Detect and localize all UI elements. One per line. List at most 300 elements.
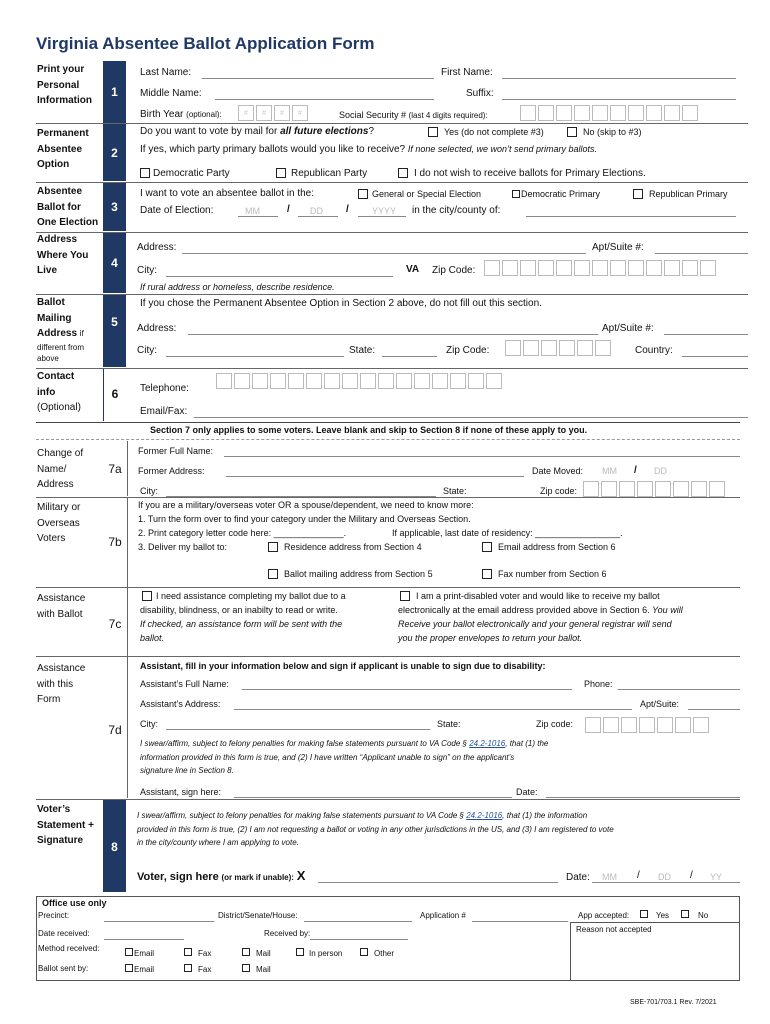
label-line: Option <box>37 159 70 170</box>
section-7c-number: 7c <box>108 617 122 631</box>
last-name-label: Last Name: <box>140 67 192 78</box>
digit-box[interactable] <box>610 260 626 276</box>
print-disabled-text-1: I am a print-disabled voter and would like to receive my ballot <box>416 591 660 601</box>
method-in-person-label: In person <box>309 949 343 958</box>
label-line: Information <box>37 95 92 106</box>
permanent-note: If you chose the Permanent Absentee Option in Section 2 above, do not fill out this section. <box>140 298 542 309</box>
digit-box[interactable] <box>700 260 716 276</box>
mailing-state-input[interactable] <box>382 356 437 357</box>
digit-box[interactable] <box>486 373 502 389</box>
assistance-text-4: ballot. <box>140 633 165 643</box>
text-part: electronically at the email address provided above in Section 6. <box>398 605 650 615</box>
sign-text: Voter, sign here <box>137 871 219 883</box>
democratic-primary-checkbox[interactable] <box>512 190 520 198</box>
telephone-boxes[interactable] <box>216 373 504 389</box>
suffix-input[interactable] <box>502 99 736 100</box>
digit-box[interactable] <box>595 340 611 356</box>
election-year-input[interactable] <box>358 216 406 217</box>
election-day-input[interactable] <box>298 216 338 217</box>
election-month-input[interactable] <box>238 216 278 217</box>
section-1-label <box>37 62 92 109</box>
section-7b-label <box>37 500 80 547</box>
form-number: SBE-701/703.1 Rev. 7/2021 <box>630 999 717 1006</box>
voter-oath-1 <box>137 811 587 820</box>
voter-oath-3: in the city/county where I am applying to vote. <box>137 838 299 847</box>
general-election-label: General or Special Election <box>372 189 482 199</box>
mm-placeholder: MM <box>245 206 260 216</box>
section-3-number <box>103 183 126 231</box>
sent-fax-label: Fax <box>198 965 212 974</box>
label-line: Contact <box>37 371 75 382</box>
method-in-person-checkbox[interactable] <box>296 948 304 956</box>
mm-placeholder: MM <box>602 466 617 476</box>
slash: / <box>634 465 637 476</box>
assistant-apt-label: Apt/Suite: <box>640 699 680 709</box>
digit-box[interactable] <box>601 481 617 497</box>
divider <box>36 497 740 498</box>
country-input[interactable] <box>682 356 748 357</box>
digit-box[interactable] <box>577 340 593 356</box>
method-fax-label: Fax <box>198 949 212 958</box>
digit-box[interactable]: # <box>274 105 290 121</box>
birth-year-boxes[interactable] <box>238 105 310 121</box>
label-line: Absentee <box>37 143 83 155</box>
telephone-label: Telephone: <box>140 383 189 394</box>
divider <box>36 232 748 233</box>
label-small: above <box>37 353 59 363</box>
received-by-input[interactable] <box>310 939 408 940</box>
label-line: Personal <box>37 79 80 91</box>
digit-box[interactable]: # <box>292 105 308 121</box>
digit-box[interactable] <box>559 340 575 356</box>
label-line: Assistance <box>37 593 86 604</box>
assistant-signature-input[interactable] <box>234 797 512 798</box>
ssn-boxes[interactable] <box>520 105 700 121</box>
method-email-checkbox[interactable] <box>125 948 133 956</box>
section-number: 3 <box>111 200 118 214</box>
label-line: Voter’s <box>37 804 71 815</box>
military-step-1: 1. Turn the form over to find your category under the Military and Overseas Section. <box>138 514 471 524</box>
oath-text: I swear/affirm, subject to felony penalties for making false statements pursuant to VA Code § <box>137 811 464 820</box>
digit-box[interactable] <box>628 260 644 276</box>
digit-box[interactable] <box>556 105 572 121</box>
yy-placeholder: YY <box>710 872 723 882</box>
method-mail-checkbox[interactable] <box>242 948 250 956</box>
digit-box[interactable] <box>520 105 536 121</box>
voter-date-label: Date: <box>566 872 590 883</box>
accepted-no-checkbox[interactable] <box>681 910 689 918</box>
section-7-header: Section 7 only applies to some voters. Leave blank and skip to Section 8 if none of these apply to you. <box>150 425 588 435</box>
digit-box[interactable] <box>538 105 554 121</box>
precinct-input[interactable] <box>104 921 214 922</box>
digit-box[interactable] <box>583 481 599 497</box>
digit-box[interactable] <box>621 717 637 733</box>
label-line: Address <box>37 234 78 245</box>
city-county-input[interactable] <box>526 216 736 217</box>
digit-box[interactable] <box>342 373 358 389</box>
digit-box[interactable] <box>306 373 322 389</box>
email-fax-label: Email/Fax: <box>140 406 188 417</box>
label-line: with this <box>37 678 74 690</box>
digit-box[interactable] <box>675 717 691 733</box>
section-7c-label <box>37 591 85 622</box>
section-8-label <box>37 802 94 849</box>
label-line: Name/ <box>37 463 67 475</box>
former-address-label: Former Address: <box>138 466 205 476</box>
divider <box>36 422 740 423</box>
method-fax-checkbox[interactable] <box>184 948 192 956</box>
application-label: Application # <box>420 911 466 920</box>
residence-address-checkbox[interactable] <box>268 542 278 552</box>
accepted-no-label: No <box>698 911 709 920</box>
apt-input[interactable] <box>655 253 748 254</box>
print-disabled-text-4: you the proper envelopes to return your ballot. <box>398 633 583 643</box>
republican-party-label: Republican Party <box>291 168 368 179</box>
label-line <box>37 326 84 342</box>
section-4-label <box>37 232 88 279</box>
want-label: I want to vote an absentee ballot in the: <box>140 188 315 199</box>
ssn-text: Social Security # <box>339 110 407 120</box>
method-other-label: Other <box>374 949 395 958</box>
digit-box[interactable] <box>585 717 601 733</box>
section-2-number <box>103 124 126 181</box>
label-line: Print your <box>37 64 85 75</box>
sent-by-label: Ballot sent by: <box>38 964 89 973</box>
digit-box[interactable] <box>664 105 680 121</box>
assistance-checkbox[interactable] <box>142 591 152 601</box>
digit-box[interactable] <box>541 340 557 356</box>
digit-box[interactable] <box>414 373 430 389</box>
assistant-phone-input[interactable] <box>618 689 740 690</box>
section-1-number <box>103 61 126 123</box>
optional-note: (optional): <box>186 110 222 119</box>
digit-box[interactable] <box>468 373 484 389</box>
assistant-phone-label: Phone: <box>584 679 613 689</box>
label-line: info <box>37 386 56 398</box>
digit-box[interactable] <box>523 340 539 356</box>
label-line: Military or <box>37 502 81 513</box>
zip-label: Zip Code: <box>432 265 476 276</box>
sent-fax-checkbox[interactable] <box>184 964 192 972</box>
divider <box>127 498 128 587</box>
digit-box[interactable] <box>693 717 709 733</box>
x-mark: X <box>296 868 306 883</box>
district-input[interactable] <box>304 921 412 922</box>
digit-box[interactable] <box>610 105 626 121</box>
question-emphasis: all future elections <box>280 126 369 137</box>
va-code-link[interactable]: 24.2-1016 <box>466 811 503 820</box>
label-line: with Ballot <box>37 608 83 620</box>
yyyy-placeholder: YYYY <box>372 206 397 216</box>
assistant-sign-label: Assistant, sign here: <box>140 787 222 797</box>
assistant-oath-2: information provided in this form is true, and (2) I have written “Applicant unable to sign” on the applicant’s <box>140 753 515 762</box>
digit-box[interactable] <box>657 717 673 733</box>
digit-box[interactable] <box>639 717 655 733</box>
email-fax-input[interactable] <box>194 417 748 418</box>
date-received-input[interactable] <box>104 939 184 940</box>
office-use-title: Office use only <box>42 898 107 908</box>
section-6-number <box>103 369 126 421</box>
oath-text: , that (1) the information <box>502 811 588 820</box>
sent-mail-checkbox[interactable] <box>242 964 250 972</box>
sent-mail-label: Mail <box>256 965 271 974</box>
digit-box[interactable] <box>484 260 500 276</box>
former-state-label: State: <box>443 486 467 496</box>
assistant-oath-3: signature line in Section 8. <box>140 766 234 775</box>
no-checkbox[interactable] <box>567 127 577 137</box>
digit-box[interactable] <box>646 260 662 276</box>
mailing-address-label: Address: <box>137 323 177 334</box>
digit-box[interactable] <box>502 260 518 276</box>
mm-placeholder: MM <box>602 872 617 882</box>
voter-oath-2: provided in this form is true, (2) I am not requesting a ballot or voting in any other jurisdictions in the US, and (3) I am registered to vote <box>137 825 614 834</box>
digit-box[interactable] <box>592 260 608 276</box>
sign-note: (or mark if unable): <box>221 873 294 882</box>
section-5-label <box>37 295 84 364</box>
label-line: Form <box>37 694 61 705</box>
divider <box>36 587 740 588</box>
digit-box[interactable] <box>378 373 394 389</box>
digit-box[interactable] <box>538 260 554 276</box>
slash: / <box>637 870 640 881</box>
no-primary-checkbox[interactable] <box>398 168 408 178</box>
digit-box[interactable] <box>682 105 698 121</box>
label-line: Signature <box>37 835 84 846</box>
section-number: 2 <box>111 146 118 160</box>
suffix-label: Suffix: <box>466 88 494 99</box>
date-received-label: Date received: <box>38 929 90 938</box>
mailing-city-label: City: <box>137 345 157 356</box>
assistant-date-input[interactable] <box>546 797 740 798</box>
republican-primary-label: Republican Primary <box>649 189 728 199</box>
slash: / <box>287 204 290 215</box>
assistant-state-label: State: <box>437 719 461 729</box>
label-line: (Optional) <box>37 402 81 413</box>
section-7d-label <box>37 661 85 708</box>
label-line: Overseas <box>37 517 80 529</box>
method-mail-label: Mail <box>256 949 271 958</box>
section-4-number <box>103 233 126 293</box>
section-6-label <box>37 369 81 416</box>
voter-signature-input[interactable] <box>318 882 558 883</box>
dashed-divider <box>36 439 740 440</box>
slash: / <box>690 870 693 881</box>
assistant-address-label: Assistant’s Address: <box>140 699 221 709</box>
va-code-link[interactable]: 24.2-1016 <box>469 739 506 748</box>
mailing-address-input[interactable] <box>188 334 598 335</box>
mailing-apt-input[interactable] <box>664 334 748 335</box>
section-7a-number: 7a <box>108 462 122 476</box>
digit-box[interactable] <box>691 481 707 497</box>
district-label: District/Senate/House: <box>218 911 298 920</box>
digit-box[interactable] <box>252 373 268 389</box>
digit-box[interactable] <box>360 373 376 389</box>
section-number: 4 <box>111 256 118 270</box>
digit-box[interactable] <box>709 481 725 497</box>
voter-sign-label <box>137 868 305 883</box>
no-label: No (skip to #3) <box>583 127 642 137</box>
former-name-input[interactable] <box>224 456 740 457</box>
democratic-party-label: Democratic Party <box>153 168 230 179</box>
section-5-number <box>103 295 126 367</box>
republican-party-checkbox[interactable] <box>276 168 286 178</box>
assistance-text-1: I need assistance completing my ballot due to a <box>156 591 346 601</box>
digit-box[interactable] <box>234 373 250 389</box>
military-step-2: 2. Print category letter code here: ______________. <box>138 528 347 538</box>
sent-email-checkbox[interactable] <box>125 964 133 972</box>
assistance-text-3: If checked, an assistance form will be sent with the <box>140 619 343 629</box>
fax-number-checkbox[interactable] <box>482 569 492 579</box>
digit-box[interactable] <box>520 260 536 276</box>
mailing-address-checkbox[interactable] <box>268 569 278 579</box>
oath-text: , that (1) the <box>505 739 549 748</box>
email-address-checkbox[interactable] <box>482 542 492 552</box>
section-7d-number: 7d <box>108 723 122 737</box>
assistant-zip-label: Zip code: <box>536 719 574 729</box>
assistant-apt-input[interactable] <box>688 709 740 710</box>
democratic-primary-label: Democratic Primary <box>521 189 601 199</box>
divider <box>127 588 128 656</box>
address-input[interactable] <box>182 253 586 254</box>
section-8-number <box>103 800 126 892</box>
digit-box[interactable] <box>592 105 608 121</box>
question-mark: ? <box>368 126 374 137</box>
digit-box[interactable] <box>450 373 466 389</box>
digit-box[interactable] <box>324 373 340 389</box>
birth-year-text: Birth Year <box>140 109 184 120</box>
assistant-zip-boxes[interactable] <box>585 717 711 733</box>
digit-box[interactable] <box>216 373 232 389</box>
former-zip-label: Zip code: <box>540 486 578 496</box>
residence-address-label: Residence address from Section 4 <box>284 542 422 552</box>
section-7a-label <box>37 446 83 493</box>
label-line: Mailing <box>37 312 72 324</box>
mailing-zip-label: Zip Code: <box>446 345 490 356</box>
dd-placeholder: DD <box>654 466 667 476</box>
assistant-name-input[interactable] <box>242 689 572 690</box>
application-input[interactable] <box>472 921 568 922</box>
label-line: Permanent <box>37 128 89 139</box>
date-moved-label: Date Moved: <box>532 466 584 476</box>
general-election-checkbox[interactable] <box>358 189 368 199</box>
label-line: Live <box>37 265 58 276</box>
method-other-checkbox[interactable] <box>360 948 368 956</box>
divider <box>36 294 748 295</box>
label-line: Absentee <box>37 186 83 197</box>
digit-box[interactable] <box>619 481 635 497</box>
digit-box[interactable] <box>396 373 412 389</box>
digit-box[interactable] <box>505 340 521 356</box>
email-address-label: Email address from Section 6 <box>498 542 616 552</box>
sent-email-label: Email <box>134 965 155 974</box>
digit-box[interactable] <box>603 717 619 733</box>
fax-number-label: Fax number from Section 6 <box>498 569 607 579</box>
zip-boxes[interactable] <box>484 260 718 276</box>
digit-box[interactable] <box>628 105 644 121</box>
label-line: Address <box>37 479 74 490</box>
question-text: Do you want to vote by mail for <box>140 126 278 137</box>
section-number: 1 <box>111 85 118 99</box>
military-step-3: 3. Deliver my ballot to: <box>138 542 228 552</box>
voter-date-input[interactable] <box>592 882 740 883</box>
label-line: Assistance <box>37 663 86 674</box>
reason-label: Reason not accepted <box>576 925 652 934</box>
military-intro: If you are a military/overseas voter OR a spouse/dependent, we need to know more: <box>138 500 474 510</box>
label-line: Where You <box>37 249 89 261</box>
received-by-label: Received by: <box>264 929 311 938</box>
digit-box[interactable] <box>574 105 590 121</box>
digit-box[interactable] <box>664 260 680 276</box>
print-disabled-text-2 <box>398 605 683 615</box>
print-disabled-text-3: Receive your ballot electronically and your general registrar will send <box>398 619 672 629</box>
label-text: Address <box>37 328 78 339</box>
first-name-label: First Name: <box>441 67 493 78</box>
label-line: One Election <box>37 217 99 228</box>
accepted-yes-checkbox[interactable] <box>640 910 648 918</box>
digit-box[interactable]: # <box>238 105 254 121</box>
digit-box[interactable] <box>556 260 572 276</box>
divider <box>127 657 128 798</box>
label-line: Voters <box>37 533 66 544</box>
digit-box[interactable]: # <box>256 105 272 121</box>
assistant-address-input[interactable] <box>234 709 632 710</box>
democratic-party-checkbox[interactable] <box>140 168 150 178</box>
section-number: 5 <box>111 315 118 329</box>
method-label: Method received: <box>38 944 100 953</box>
digit-box[interactable] <box>574 260 590 276</box>
digit-box[interactable] <box>432 373 448 389</box>
republican-primary-checkbox[interactable] <box>633 189 643 199</box>
digit-box[interactable] <box>637 481 653 497</box>
date-of-election-label: Date of Election: <box>140 205 214 216</box>
print-disabled-checkbox[interactable] <box>400 591 410 601</box>
divider <box>36 799 740 800</box>
mailing-city-input[interactable] <box>166 356 344 357</box>
first-name-input[interactable] <box>502 78 736 79</box>
mailing-address-label: Ballot mailing address from Section 5 <box>284 569 433 579</box>
apt-label: Apt/Suite #: <box>592 242 644 253</box>
mailing-zip-boxes[interactable] <box>505 340 613 356</box>
middle-name-input[interactable] <box>215 99 434 100</box>
label-line: Change of <box>37 448 84 459</box>
assistant-city-label: City: <box>140 719 158 729</box>
section-number: 8 <box>111 840 118 854</box>
former-address-input[interactable] <box>226 476 524 477</box>
assistant-header: Assistant, fill in your information below and sign if applicant is unable to sign due to disability: <box>140 661 546 671</box>
former-zip-boxes[interactable] <box>583 481 727 497</box>
digit-box[interactable] <box>270 373 286 389</box>
digit-box[interactable] <box>655 481 671 497</box>
no-primary-label: I do not wish to receive ballots for Primary Elections. <box>414 168 646 179</box>
app-accepted-label: App accepted: <box>578 911 630 920</box>
digit-box[interactable] <box>646 105 662 121</box>
section-7b-number: 7b <box>108 535 122 549</box>
last-name-input[interactable] <box>202 78 434 79</box>
former-name-label: Former Full Name: <box>138 446 214 456</box>
yes-checkbox[interactable] <box>428 127 438 137</box>
country-label: Country: <box>635 345 673 356</box>
divider <box>36 123 748 124</box>
digit-box[interactable] <box>288 373 304 389</box>
digit-box[interactable] <box>673 481 689 497</box>
digit-box[interactable] <box>682 260 698 276</box>
oath-text: I swear/affirm, subject to felony penalties for making false statements pursuant to VA Code § <box>140 739 467 748</box>
assistant-city-input[interactable] <box>166 729 430 730</box>
city-input[interactable] <box>166 276 393 277</box>
city-county-label: in the city/county of: <box>412 205 501 216</box>
ssn-note: (last 4 digits required): <box>408 111 488 120</box>
address-label: Address: <box>137 242 177 253</box>
